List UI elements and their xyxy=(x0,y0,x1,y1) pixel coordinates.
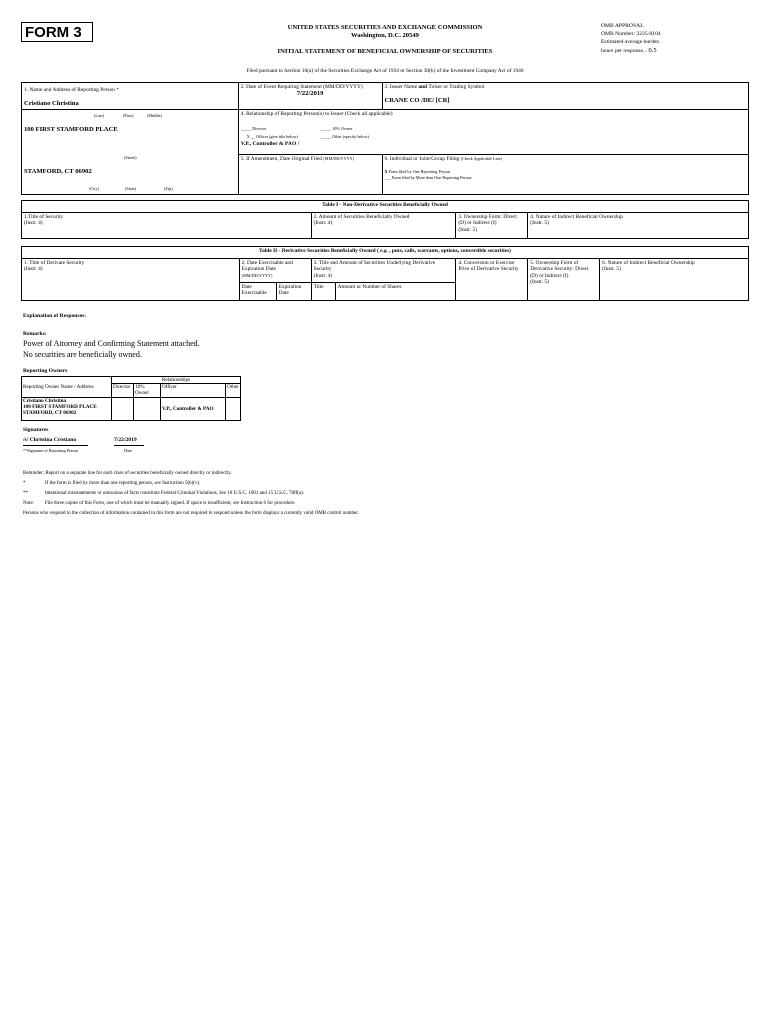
statement-title: INITIAL STATEMENT OF BENEFICIAL OWNERSHIP OF SECURITIES xyxy=(277,48,493,55)
ro-row-owner xyxy=(134,397,161,420)
table2-col-title: 1. Title of Derivate Security (Instr. 4) xyxy=(22,259,240,301)
footnote-1-mark: * xyxy=(23,481,26,486)
street-label: (Street) xyxy=(124,155,137,160)
ro-col-relationships: Relationships xyxy=(112,377,241,384)
box4-label: 4. Relationship of Reporting Person(s) to Issuer (Check all applicable) xyxy=(240,111,393,117)
box5-format: (MM/DD/YYYY) xyxy=(323,155,355,161)
remarks-line-1: Power of Attorney and Confirming Statement attached. xyxy=(23,339,200,348)
table2-title: Table II - Derivative Securities Beneficially Owned ( e.g. , puts, calls, warrants, options, convertible securities) xyxy=(22,247,749,259)
date-label: Date xyxy=(124,448,132,453)
event-date: 7/22/2019 xyxy=(296,90,324,98)
table1-col-title: 1.Title of Security (Instr. 4) xyxy=(22,213,312,239)
issuer-name: CRANE CO /DE/ [CR] xyxy=(384,97,450,105)
footnote-1: If the form is filed by more than one reporting person, see Instruction 5(b)(v). xyxy=(45,481,201,486)
officer-title: V.P., Controller & PAO / xyxy=(240,141,300,147)
note-text: File three copies of this Form, one of which must be manually signed. If space is insufficient, see Instruction 6 for procedure. xyxy=(45,501,296,506)
ro-col-officer: Officer xyxy=(161,384,226,397)
middle-label: (Middle) xyxy=(147,113,162,118)
explanation-heading: Explanation of Responses: xyxy=(23,313,87,319)
officer-option: X __ Officer (give title below) xyxy=(246,134,298,139)
table2-sub-title: Title xyxy=(311,283,335,301)
filed-pursuant-note: Filed pursuant to Section 16(a) of the Securities Exchange Act of 1934 or Section 30(h) of the Investment Company Act of 1940 xyxy=(246,68,524,74)
omb-control-note: Persons who respond to the collection of information contained in this form are not required to respond unless the form displays a currently valid OMB control number. xyxy=(23,511,359,516)
signature-name: /s/ Christina Cristiano xyxy=(23,437,88,446)
city-label: (City) xyxy=(89,186,100,191)
ro-col-director: Director xyxy=(112,384,134,397)
table2-sub-amount: Amount or Number of Shares xyxy=(335,283,456,301)
city-state-zip: STAMFORD, CT 06902 xyxy=(24,168,92,175)
reporting-owners-heading: Reporting Owners xyxy=(23,368,68,374)
box1-asterisk: * xyxy=(116,87,119,93)
ro-row-officer: V.P., Controller & PAO xyxy=(161,397,226,420)
table1-col-nature: 4. Nature of Indirect Beneficial Ownership (Instr. 5) xyxy=(528,213,749,239)
table2-col-underlying: 3. Title and Amount of Securities Underlying Derivative Security (Instr. 4) xyxy=(311,259,456,283)
box1-address xyxy=(22,110,239,195)
table1-col-ownership-form: 3. Ownership Form: Direct (D) or Indirect (I) (Instr. 5) xyxy=(456,213,528,239)
table2-sub-date-exercisable: Date Exercisable xyxy=(239,283,276,301)
footnote-2: Intentional misstatements or omissions of facts constitute Federal Criminal Violations. See 18 U.S.C. 1001 and 15 U.S.C. 78ff(a). xyxy=(45,491,305,496)
agency-name: UNITED STATES SECURITIES AND EXCHANGE COMMISSION xyxy=(287,24,483,31)
box2 xyxy=(238,83,382,110)
ten-percent-owner-option: _____ 10% Owner xyxy=(320,126,353,131)
ro-row-other xyxy=(226,397,241,420)
filing-multiple-persons: ___ Form filed by More than One Reporting Person xyxy=(384,174,472,180)
signature-label: **Signature of Reporting Person xyxy=(23,448,79,453)
table2-col-ownership-form: 5. Ownership Form of Derivative Security: Direct (D) or Indirect (I) (Instr. 5) xyxy=(528,259,600,301)
director-option: _____ Director xyxy=(240,126,267,131)
box6 xyxy=(382,154,748,194)
omb-burden-label: hours per response... xyxy=(601,48,648,54)
remarks-heading: Remarks: xyxy=(23,331,47,337)
table2-sub-expiration: Expiration Date xyxy=(276,283,311,301)
remarks-line-2: No securities are beneficially owned. xyxy=(23,350,142,359)
box5-label: 5. If Amendment, Date Original Filed xyxy=(240,155,322,162)
box5 xyxy=(238,154,382,194)
omb-approval: OMB APPROVAL xyxy=(601,23,644,29)
reporting-person-name: Cristiano Christina xyxy=(24,100,79,108)
filing-one-person: X Form filed by One Reporting Person xyxy=(384,168,450,174)
box3 xyxy=(382,83,748,110)
omb-burden-2 xyxy=(601,47,657,55)
state-label: (State) xyxy=(125,186,137,191)
table2-col-conversion: 4. Conversion or Exercise Price of Derivative Security xyxy=(456,259,528,301)
ro-col-name: Reporting Owner Name / Address xyxy=(22,377,112,398)
first-label: (First) xyxy=(123,113,134,118)
reporting-info-grid xyxy=(21,82,749,195)
zip-label: (Zip) xyxy=(164,186,173,191)
reminder-note: Reminder: Report on a separate line for each class of securities beneficially owned directly or indirectly. xyxy=(23,471,232,476)
reporting-owners-table xyxy=(21,376,241,421)
omb-burden-value: 0.5 xyxy=(648,47,657,54)
ro-col-other: Other xyxy=(226,384,241,397)
other-option: _____ Other (specify below) xyxy=(320,134,369,139)
table2-col-dates: 2. Date Exercisable and Expiration Date (MM/DD/YYYY) xyxy=(239,259,311,283)
last-label: (Last) xyxy=(94,113,104,118)
agency-location: Washington, D.C. 20549 xyxy=(351,32,419,39)
box6-note: (Check Applicable Line) xyxy=(460,155,502,161)
box3-label: 3. Issuer Name and Ticker or Trading Symbol xyxy=(384,84,485,90)
table1-title: Table I - Non-Derivative Securities Beneficially Owned xyxy=(22,201,749,213)
ro-col-owner: 10% Owner xyxy=(134,384,161,397)
box1-label: 1. Name and Address of Reporting Person xyxy=(24,87,115,93)
box4 xyxy=(238,110,748,155)
box6-label: 6. Individual or Joint/Group Filing xyxy=(384,155,460,162)
omb-burden-1: Estimated average burden xyxy=(601,39,660,45)
signature-date: 7/22/2019 xyxy=(114,437,144,446)
signatures-heading: Signatures xyxy=(23,427,49,433)
table-derivative xyxy=(21,246,749,301)
street-address: 100 FIRST STAMFORD PLACE xyxy=(24,126,118,133)
table1-col-amount: 2. Amount of Securities Beneficially Owned (Instr. 4) xyxy=(311,213,456,239)
table-non-derivative xyxy=(21,200,749,239)
omb-number: OMB Number: 3235-0104 xyxy=(601,31,661,37)
ro-row-name-address: Cristiano Christina 100 FIRST STAMFORD PLACE STAMFORD, CT 06902 xyxy=(22,397,112,420)
box2-label: 2. Date of Event Requiring Statement (MM/DD/YYYY) xyxy=(240,84,363,90)
note-mark: Note: xyxy=(23,501,35,506)
footnote-2-mark: ** xyxy=(23,491,28,496)
form-title: FORM 3 xyxy=(21,22,93,42)
table2-col-nature: 6. Nature of Indirect Beneficial Ownership (Instr. 5) xyxy=(600,259,749,301)
box1-header xyxy=(22,83,239,110)
ro-row-director xyxy=(112,397,134,420)
